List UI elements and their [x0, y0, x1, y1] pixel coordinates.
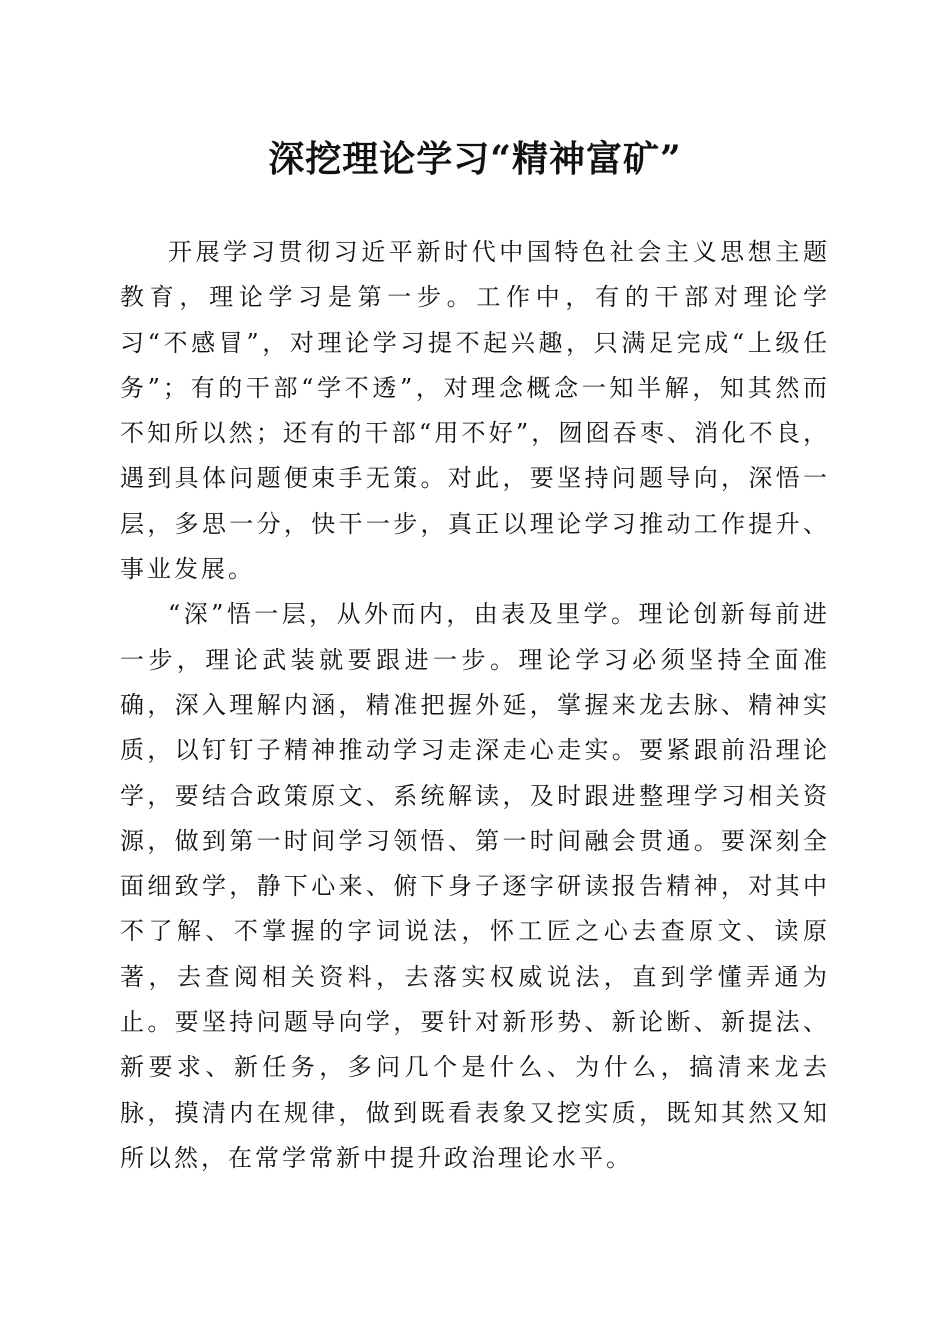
document-title: 深挖理论学习“精神富矿” [268, 138, 682, 180]
paragraph-2: “深”悟一层，从外而内，由表及里学。理论创新每前进一步，理论武装就要跟进一步。理论学习必须坚持全面准确，深入理解内涵，精准把握外延，掌握来龙去脉、精神实质，以钉钉子精神推动学习走深走心走实。要紧跟前沿理论学，要结合政策原文、系统解读，及时跟进整理学习相关资源，做到第一时间学习领悟、第一时间融会贯通。要深刻全面细致学，静下心来、俯下身子逐字研读报告精神，对其中不了解、不掌握的字词说法，怀工匠之心去查原文、读原著，去查阅相关资料，去落实权威说法，直到学懂弄通为止。要坚持问题导向学，要针对新形势、新论断、新提法、新要求、新任务，多问几个是什么、为什么，搞清来龙去脉，摸清内在规律，做到既看表象又挖实质，既知其然又知所以然，在常学常新中提升政治理论水平。 [120, 600, 830, 1172]
document-body [120, 230, 830, 1181]
paragraph-1: 开展学习贯彻习近平新时代中国特色社会主义思想主题教育，理论学习是第一步。工作中，有的干部对理论学习“不感冒”，对理论学习提不起兴趣，只满足完成“上级任务”；有的干部“学不透”，对理念概念一知半解，知其然而不知所以然；还有的干部“用不好”，囫囵吞枣、消化不良，遇到具体问题便束手无策。对此，要坚持问题导向，深悟一层，多思一分，快干一步，真正以理论学习推动工作提升、事业发展。 [120, 238, 830, 584]
